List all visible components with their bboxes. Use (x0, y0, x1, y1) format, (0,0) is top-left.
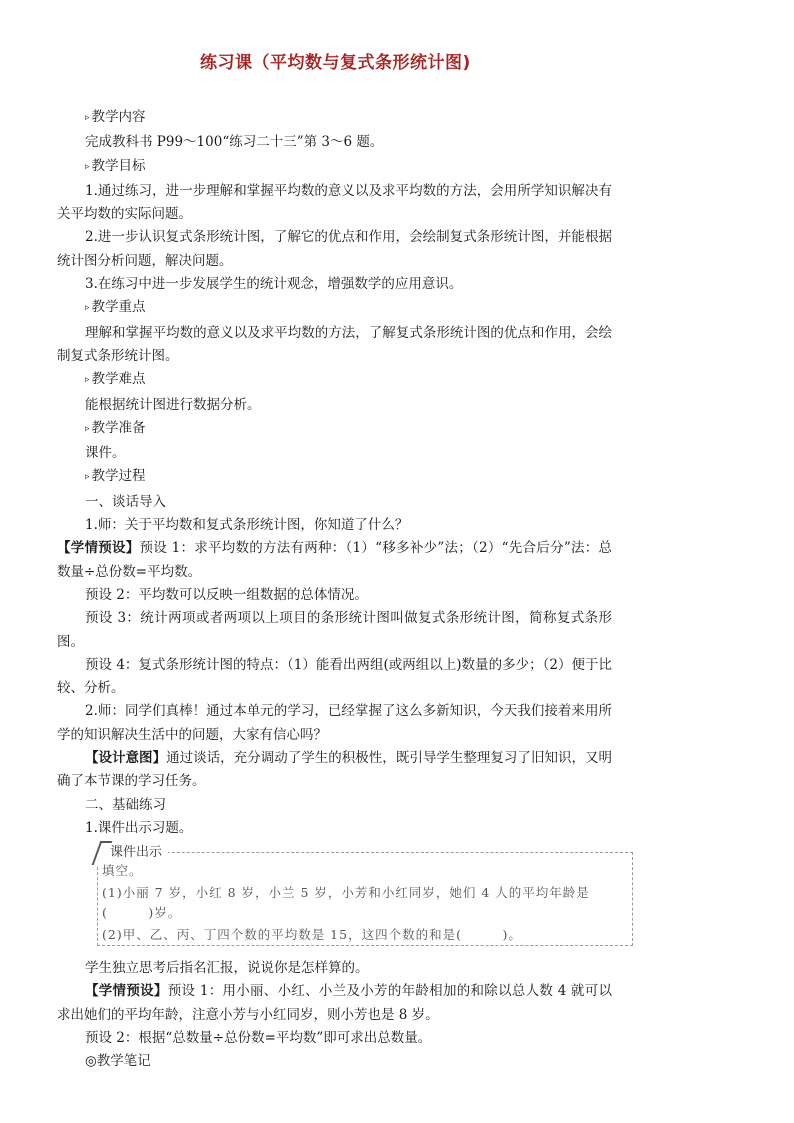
goal-item: 3.在练习中进一步发展学生的统计观念，增强数学的应用意识。 (85, 276, 463, 293)
part1-heading: 一、谈话导入 (85, 493, 166, 510)
part2-preset-1: 【学情预设】预设 1：用小丽、小红、小兰及小芳的年龄相加的和除以总人数 4 就可以求出她们的平均年龄，注意小芳与小红同岁，则小芳也是 8 岁。 (57, 983, 612, 1023)
part1-preset-1: 【学情预设】预设 1：求平均数的方法有两种：（1）“移多补少”法；（2）“先合后分”法：总数量÷总份数=平均数。 (57, 540, 612, 580)
difficulty-text: 能根据统计图进行数据分析。 (85, 396, 261, 413)
prep-text: 课件。 (85, 445, 126, 462)
key-text: 理解和掌握平均数的意义以及求平均数的方法，了解复式条形统计图的优点和作用，会绘制复式条形统计图。 (57, 324, 612, 364)
part1-question-1: 1.师：关于平均数和复式条形统计图，你知道了什么？ (85, 517, 409, 534)
part2-after-text: 学生独立思考后指名汇报，说说你是怎样算的。 (85, 960, 369, 976)
triangle-marker-icon: ▹ (85, 375, 90, 386)
page-title: 练习课（平均数与复式条形统计图) (200, 53, 471, 73)
section-heading-prep: ▹ 教学准备 (85, 419, 146, 436)
courseware-exercise-box (97, 845, 633, 946)
goal-item: 1.通过练习，进一步理解和掌握平均数的意义以及求平均数的方法，会用所学知识解决有关平均数的实际问题。 (57, 182, 612, 223)
courseware-tab-label: 课件出示 (96, 841, 168, 864)
part1-question-2: 2.师：同学们真棒！通过本单元的学习，已经掌握了这么多新知识，今天我们接着来用所学的知识解决生活中的问题，大家有信心吗？ (57, 703, 612, 743)
section-heading-content: ▹ 教学内容 (85, 109, 146, 125)
exercise-line: (1)小丽 7 岁，小红 8 岁，小兰 5 岁，小芳和小红同岁，她们 4 人的平均年龄是 (102, 885, 590, 901)
part2-question-1: 1.课件出示习题。 (85, 819, 193, 836)
section-heading-process: ▹ 教学过程 (85, 468, 146, 485)
triangle-marker-icon: ▹ (85, 161, 90, 172)
part1-design-intent: 【设计意图】通过谈话，充分调动了学生的积极性，既引导学生整理复习了旧知识，又明确了本节课的学习任务。 (57, 750, 613, 790)
part2-preset-2: 预设 2：根据“总数量÷总份数=平均数”即可求出总数量。 (85, 1029, 432, 1046)
triangle-marker-icon: ▹ (85, 113, 90, 123)
content-text: 完成教科书 P99～100“练习二十三”第 3～6 题。 (85, 134, 384, 151)
triangle-marker-icon: ▹ (85, 423, 90, 434)
goal-item: 2.进一步认识复式条形统计图，了解它的优点和作用，会绘制复式条形统计图，并能根据统计图分析问题，解决问题。 (57, 229, 612, 269)
section-heading-difficulty: ▹ 教学难点 (85, 371, 146, 388)
main-content (57, 106, 612, 954)
triangle-marker-icon: ▹ (85, 303, 90, 314)
main-content-continued (57, 957, 612, 1073)
teaching-notes-label: ◎教学笔记 (85, 1053, 151, 1070)
part1-preset-2: 预设 2：平均数可以反映一组数据的总体情况。 (85, 586, 368, 603)
section-heading-key: ▹ 教学重点 (85, 299, 146, 316)
exercise-line: (2)甲、乙、丙、丁四个数的平均数是 15，这四个数的和是( )。 (102, 927, 522, 943)
exercise-line: 填空。 (102, 863, 143, 879)
part1-preset-3: 预设 3：统计两项或者两项以上项目的条形统计图叫做复式条形统计图，简称复式条形图。 (57, 610, 612, 650)
triangle-marker-icon: ▹ (85, 472, 90, 483)
section-heading-goal: ▹ 教学目标 (85, 157, 146, 174)
exercise-line: ( )岁。 (102, 905, 182, 921)
part2-heading: 二、基础练习 (85, 796, 166, 813)
part1-preset-4: 预设 4：复式条形统计图的特点：（1）能看出两组(或两组以上)数量的多少；（2）便于比较、分析。 (57, 656, 612, 697)
